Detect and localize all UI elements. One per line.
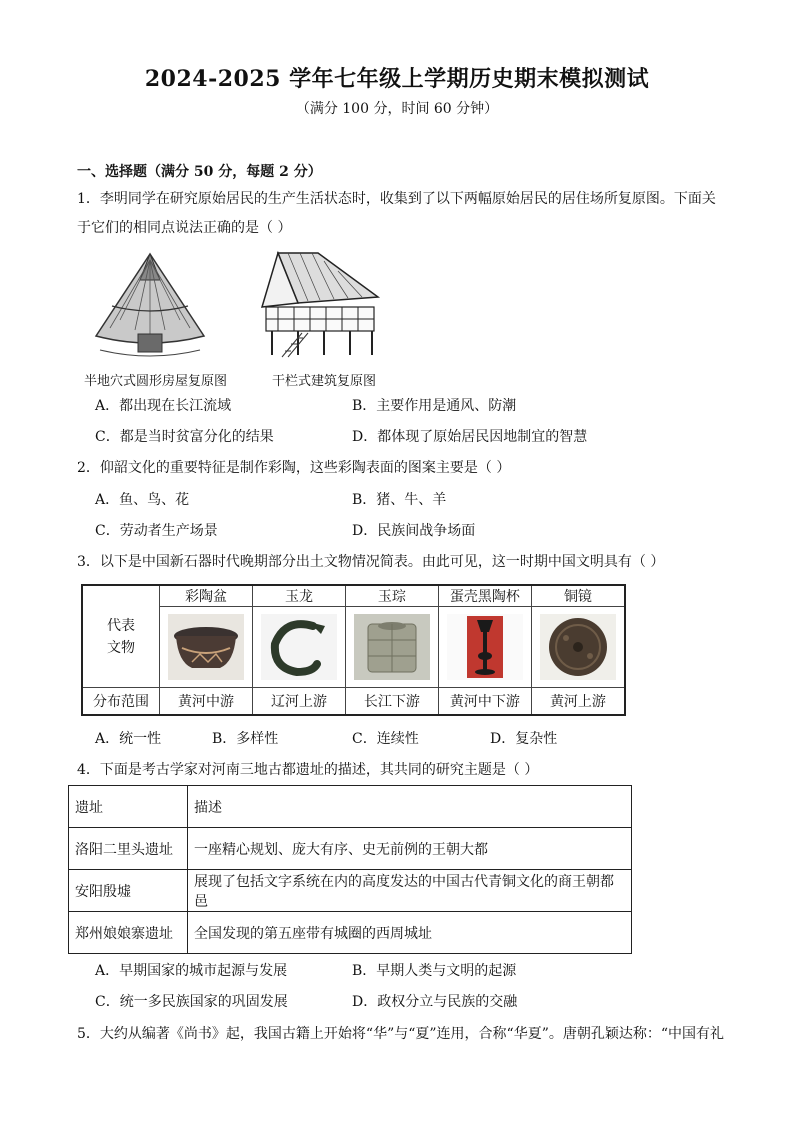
table-header-cell: 描述	[188, 786, 632, 828]
q1-option-d[interactable]: D．都体现了原始居民因地制宜的智慧	[352, 429, 588, 445]
painted-pottery-basin-image	[168, 614, 244, 680]
jade-cong-image	[354, 614, 430, 680]
q2-option-a[interactable]: A．鱼、鸟、花	[95, 492, 190, 508]
artifact-region: 黄河上游	[531, 688, 625, 716]
artifact-region: 黄河中下游	[438, 688, 531, 716]
q3-stem: 3．以下是中国新石器时代晚期部分出土文物情况简表。由此可见，这一时期中国文明具有（ ）	[77, 554, 665, 570]
artifact-name: 彩陶盆	[160, 585, 253, 607]
jade-dragon-image	[261, 614, 337, 680]
table-header-cell: 遗址	[69, 786, 188, 828]
table-header-row	[69, 786, 632, 828]
q1-stem-line1: 1．李明同学在研究原始居民的生产生活状态时，收集到了以下两幅原始居民的居住场所复原图。下面关	[77, 191, 716, 207]
stilt-house-illustration	[258, 247, 394, 362]
semi-subterranean-house-illustration	[90, 250, 210, 362]
table-row	[69, 828, 632, 870]
q2-option-b[interactable]: B．猪、牛、羊	[352, 492, 447, 508]
q3-option-b[interactable]: B．多样性	[212, 731, 279, 747]
site-description-cell: 一座精心规划、庞大有序、史无前例的王朝大都	[188, 828, 632, 870]
site-description-cell: 全国发现的第五座带有城圈的西周城址	[188, 912, 632, 954]
artifact-region: 辽河上游	[252, 688, 345, 716]
artifact-image-cell	[345, 607, 438, 688]
q2-option-d[interactable]: D．民族间战争场面	[352, 523, 476, 539]
section-heading: 一、选择题（满分 50 分，每题 2 分）	[77, 164, 322, 180]
page-subtitle: （满分 100 分，时间 60 分钟）	[295, 101, 499, 117]
site-name-cell: 安阳殷墟	[69, 870, 188, 912]
artifact-region: 长江下游	[345, 688, 438, 716]
artifact-image-cell	[531, 607, 625, 688]
q1-caption-left: 半地穴式圆形房屋复原图	[84, 374, 228, 389]
q2-stem: 2．仰韶文化的重要特征是制作彩陶，这些彩陶表面的图案主要是（ ）	[77, 460, 511, 476]
row-label-top: 代表	[107, 617, 135, 634]
q1-option-c[interactable]: C．都是当时贫富分化的结果	[95, 429, 274, 445]
row-label-artifacts	[82, 585, 160, 688]
artifact-name: 蛋壳黑陶杯	[438, 585, 531, 607]
artifact-name: 玉龙	[252, 585, 345, 607]
row-label-distribution: 分布范围	[82, 688, 160, 716]
q1-stem-line2: 于它们的相同点说法正确的是（ ）	[77, 220, 292, 236]
table-row	[69, 912, 632, 954]
q1-option-a[interactable]: A．都出现在长江流域	[95, 398, 232, 414]
site-table	[68, 785, 632, 954]
q2-option-c[interactable]: C．劳动者生产场景	[95, 523, 218, 539]
row-label-bottom: 文物	[107, 639, 135, 656]
q3-option-c[interactable]: C．连续性	[352, 731, 419, 747]
q3-option-a[interactable]: A．统一性	[95, 731, 162, 747]
artifact-region: 黄河中游	[160, 688, 253, 716]
q4-option-b[interactable]: B．早期人类与文明的起源	[352, 963, 517, 979]
site-name-cell: 洛阳二里头遗址	[69, 828, 188, 870]
q4-option-a[interactable]: A．早期国家的城市起源与发展	[95, 963, 288, 979]
artifact-table	[81, 584, 626, 716]
site-name-cell: 郑州娘娘寨遗址	[69, 912, 188, 954]
page-title: 2024-2025 学年七年级上学期历史期末模拟测试	[144, 66, 650, 92]
site-description-cell: 展现了包括文字系统在内的高度发达的中国古代青铜文化的商王朝都邑	[188, 870, 632, 912]
artifact-image-cell	[160, 607, 253, 688]
artifact-name: 玉琮	[345, 585, 438, 607]
q4-option-d[interactable]: D．政权分立与民族的交融	[352, 994, 518, 1010]
artifact-image-cell	[252, 607, 345, 688]
artifact-image-cell	[438, 607, 531, 688]
artifact-name: 铜镜	[531, 585, 625, 607]
bronze-mirror-image	[540, 614, 616, 680]
q3-option-d[interactable]: D．复杂性	[490, 731, 558, 747]
q1-caption-right: 干栏式建筑复原图	[272, 374, 377, 389]
q4-option-c[interactable]: C．统一多民族国家的巩固发展	[95, 994, 288, 1010]
q1-option-b[interactable]: B．主要作用是通风、防潮	[352, 398, 517, 414]
table-row	[69, 870, 632, 912]
eggshell-black-pottery-cup-image	[447, 614, 523, 680]
q5-stem-line1: 5．大约从编著《尚书》起，我国古籍上开始将“华”与“夏”连用，合称“华夏”。唐朝孔颖达称：“中国有礼	[77, 1026, 725, 1042]
q4-stem: 4．下面是考古学家对河南三地古都遗址的描述，其共同的研究主题是（ ）	[77, 762, 539, 778]
